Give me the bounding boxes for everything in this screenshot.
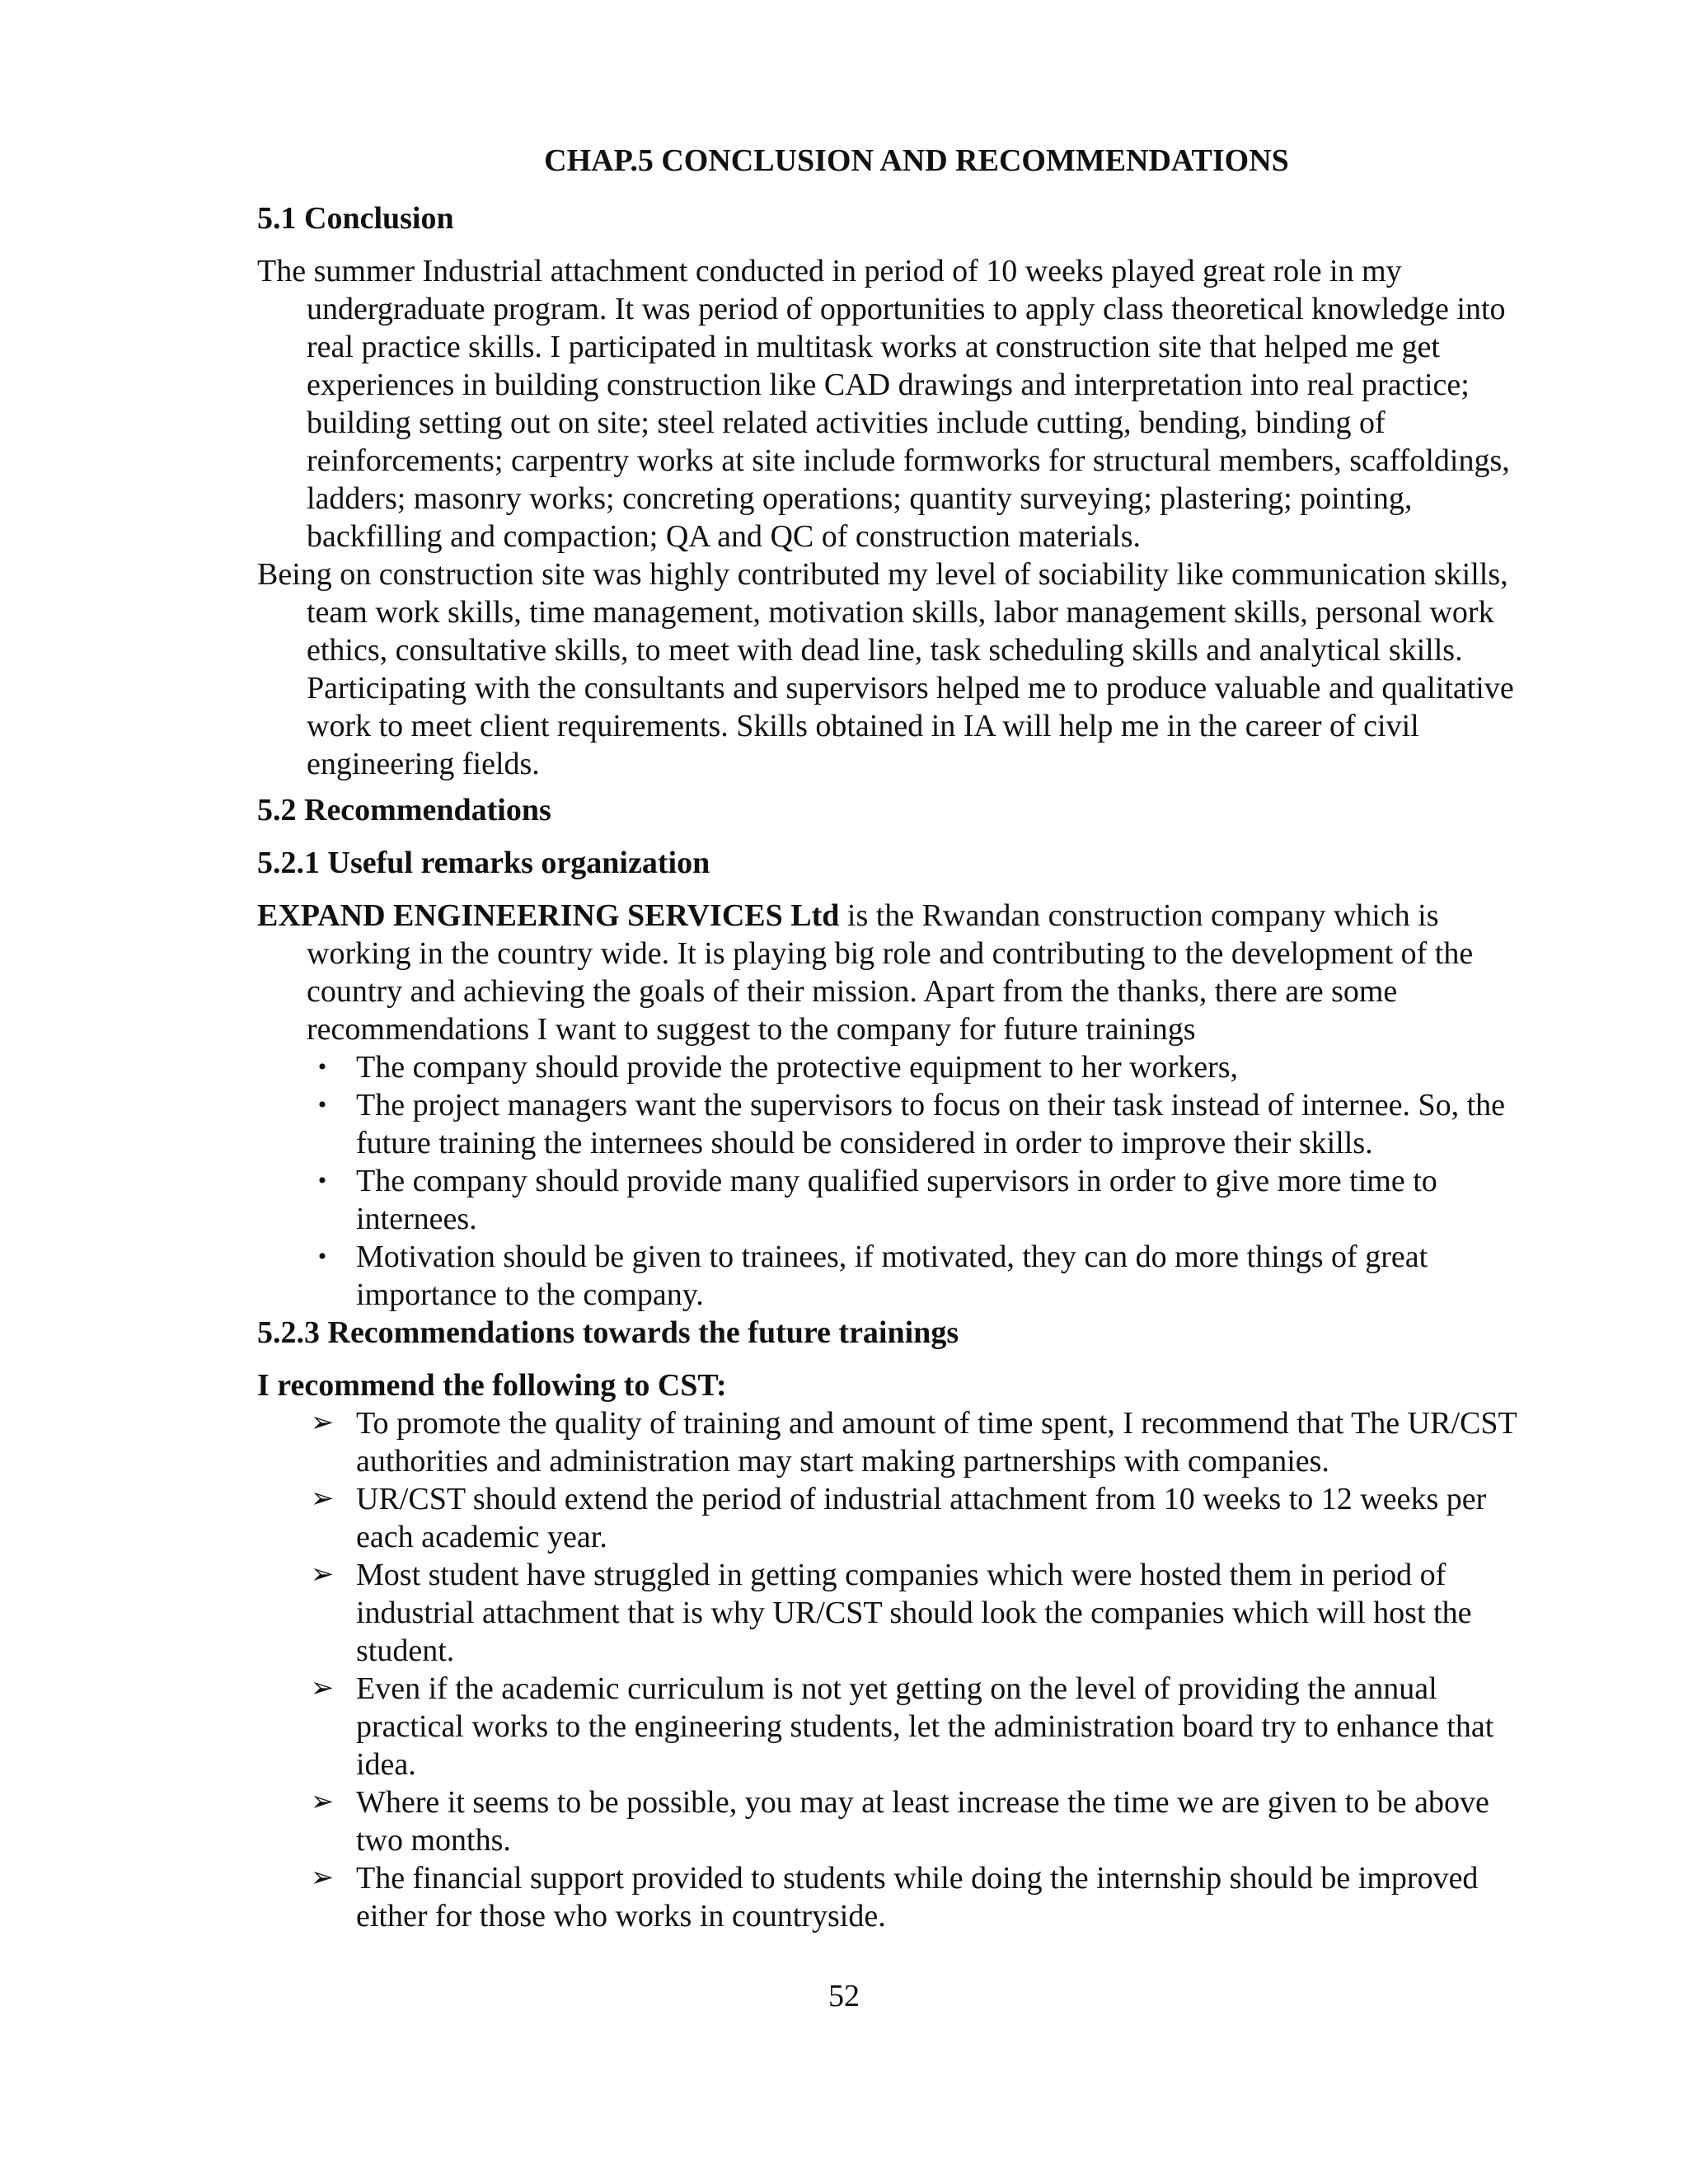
list-item	[257, 1162, 1526, 1238]
company-name: EXPAND ENGINEERING SERVICES Ltd	[257, 898, 840, 933]
cst-recommendations-subheading: I recommend the following to CST:	[257, 1368, 727, 1403]
section-5-2-1-heading: 5.2.1 Useful remarks organization	[257, 846, 710, 880]
chapter-title: CHAP.5 CONCLUSION AND RECOMMENDATIONS	[544, 143, 1289, 178]
arrow-bullet-icon: ➢	[310, 1673, 335, 1704]
list-item	[257, 1048, 1526, 1086]
bullet-icon: •	[317, 1053, 327, 1080]
list-item-text: Where it seems to be possible, you may at least increase the time we are given to be above two months.	[356, 1785, 1489, 1858]
arrow-bullet-icon: ➢	[310, 1408, 335, 1438]
list-item-text: The company should provide many qualified supervisors in order to give more time to internees.	[356, 1164, 1437, 1236]
list-item-text: Even if the academic curriculum is not yet getting on the level of providing the annual practical works to the engineering students, let the administration board try to enhance that idea.	[356, 1671, 1494, 1782]
section-5-1-heading: 5.1 Conclusion	[257, 201, 454, 236]
list-item-text: Most student have struggled in getting companies which were hosted them in period of industrial attachment that is why UR/CST should look the companies which will host the student.	[356, 1558, 1472, 1668]
page-number: 52	[828, 1979, 860, 2013]
company-intro: is the Rwandan construction company which is working in the country wide. It is playing big role and contributing to the development of the country and achieving the goals of their mission. Apart from the thanks, there are some recommendations I want to suggest to the company for future trainings	[307, 898, 1474, 1047]
list-item-text: To promote the quality of training and amount of time spent, I recommend that The UR/CST authorities and administration may start making partnerships with companies.	[356, 1406, 1517, 1479]
arrow-bullet-icon: ➢	[310, 1863, 335, 1893]
conclusion-paragraph-1: The summer Industrial attachment conducted in period of 10 weeks played great role in my undergraduate program. It was period of opportunities to apply class theoretical knowledge into real practice skills. I participated in multitask works at construction site that helped me get experiences in building construction like CAD drawings and interpretation into real practice; building setting out on site; steel related activities include cutting, bending, binding of reinforcements; carpentry works at site include formworks for structural members, scaffoldings, ladders; masonry works; concreting operations; quantity surveying; plastering; pointing, backfilling and compaction; QA and QC of construction materials.	[257, 254, 1510, 554]
conclusion-paragraph-2: Being on construction site was highly contributed my level of sociability like communication skills, team work skills, time management, motivation skills, labor management skills, personal work ethics, consultative skills, to meet with dead line, task scheduling skills and analytical skills. Participating with the consultants and supervisors helped me to produce valuable and qualitative work to meet client requirements. Skills obtained in IA will help me in the career of civil engineering fields.	[257, 557, 1514, 781]
section-5-2-3-heading: 5.2.3 Recommendations towards the future trainings	[257, 1315, 959, 1350]
bullet-icon: •	[317, 1091, 327, 1118]
list-item	[257, 1480, 1526, 1556]
list-item	[257, 1783, 1526, 1859]
document-page	[257, 142, 1526, 1935]
company-recommendations-list	[257, 1048, 1526, 1314]
list-item	[257, 1556, 1526, 1670]
list-item-text: The financial support provided to students while doing the internship should be improved either for those who works in countryside.	[356, 1861, 1479, 1933]
list-item-text: The company should provide the protective equipment to her workers,	[356, 1050, 1239, 1085]
cst-recommendations-list	[257, 1404, 1526, 1935]
list-item	[257, 1238, 1526, 1314]
list-item	[257, 1670, 1526, 1783]
list-item	[257, 1404, 1526, 1480]
arrow-bullet-icon: ➢	[310, 1559, 335, 1590]
arrow-bullet-icon: ➢	[310, 1483, 335, 1514]
list-item	[257, 1086, 1526, 1162]
list-item	[257, 1859, 1526, 1935]
arrow-bullet-icon: ➢	[310, 1787, 335, 1817]
section-5-2-heading: 5.2 Recommendations	[257, 793, 551, 827]
bullet-icon: •	[317, 1167, 327, 1194]
bullet-icon: •	[317, 1243, 327, 1270]
list-item-text: The project managers want the supervisors to focus on their task instead of internee. So, the future training the internees should be considered in order to improve their skills.	[356, 1088, 1505, 1160]
company-paragraph	[257, 897, 1526, 1048]
list-item-text: Motivation should be given to trainees, if motivated, they can do more things of great importance to the company.	[356, 1240, 1428, 1312]
list-item-text: UR/CST should extend the period of industrial attachment from 10 weeks to 12 weeks per each academic year.	[356, 1482, 1487, 1554]
